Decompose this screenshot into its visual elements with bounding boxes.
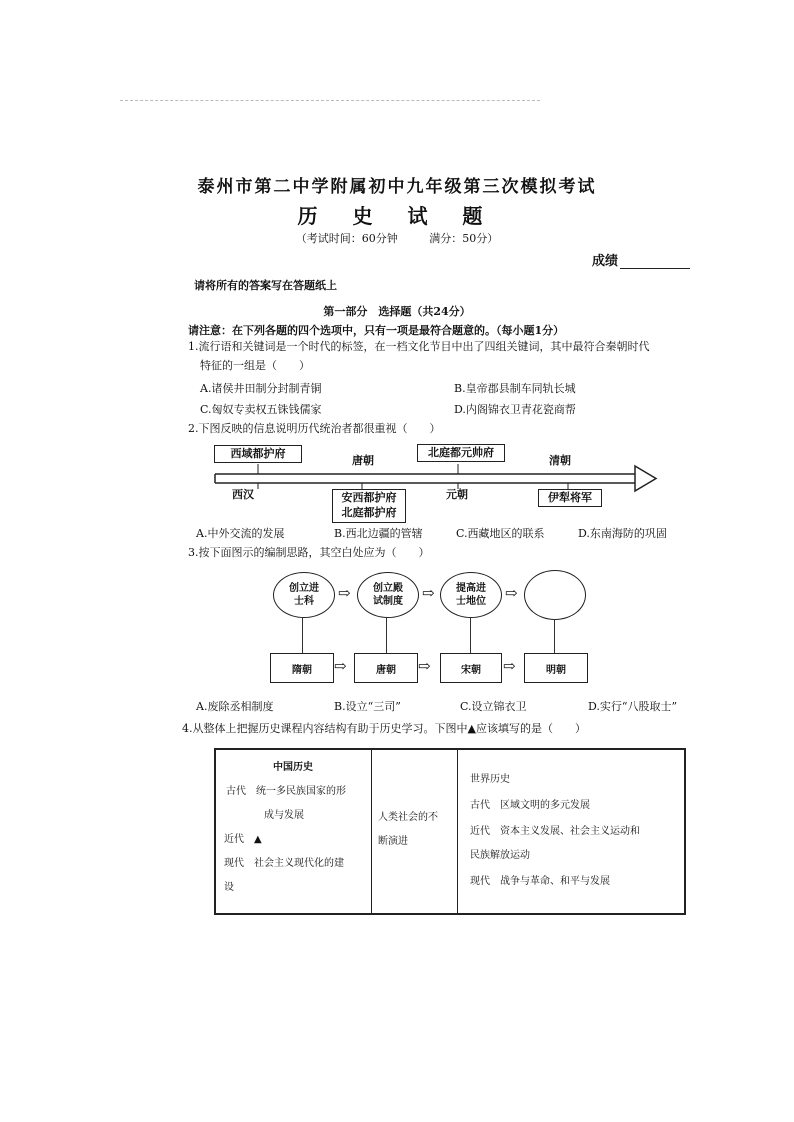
q3-arrow-right-icon: ⇨ <box>334 657 347 675</box>
q2-option-a[interactable]: A.中外交流的发展 <box>196 527 285 540</box>
part1-instruction: 请注意：在下列各题的四个选项中，只有一项是最符合题意的。（每小题1分） <box>188 324 565 337</box>
exam-subject: 历 史 试 题 <box>297 204 497 228</box>
q4-col-china <box>216 750 372 913</box>
timeline-label-tang: 唐朝 <box>352 454 374 467</box>
q4-china-heading: 中国历史 <box>273 762 313 773</box>
q4-china-contemporary: 现代 社会主义现代化的建 <box>224 858 344 869</box>
q1-option-b[interactable]: B.皇帝郡县制车同轨长城 <box>454 382 576 395</box>
q3-oval-3: 提高进 士地位 <box>440 572 502 618</box>
q4-world-contemporary: 现代 战争与革命、和平与发展 <box>470 876 610 887</box>
q2-option-c[interactable]: C.西藏地区的联系 <box>456 527 545 540</box>
q3-arrow-right-icon: ⇨ <box>338 584 351 602</box>
q3-arrow-right-icon: ⇨ <box>505 584 518 602</box>
q3-oval-blank[interactable] <box>524 570 586 620</box>
q3-stem: 3.按下面图示的编制思路，其空白处应为（ ） <box>188 546 430 559</box>
answer-note: 请将所有的答案写在答题纸上 <box>194 279 337 292</box>
q1-stem-line2: 特征的一组是（ ） <box>200 359 310 372</box>
q3-option-a[interactable]: A.废除丞相制度 <box>196 700 274 713</box>
top-scan-line <box>120 100 540 101</box>
exam-title: 泰州市第二中学附属初中九年级第三次模拟考试 <box>197 177 597 197</box>
q3-connector <box>302 617 303 653</box>
timeline-label-beiting-yuanshuai: 北庭都元帅府 <box>417 444 505 462</box>
score-label: 成绩 <box>592 254 619 269</box>
q2-stem: 2.下图反映的信息说明历代统治者都很重视（ ） <box>188 422 441 435</box>
timeline-label-yili: 伊犁将军 <box>538 489 602 507</box>
timeline-label-anxi: 安西都护府 <box>341 491 397 504</box>
q3-connector <box>386 617 387 653</box>
exam-info <box>0 230 794 246</box>
q4-col-world <box>457 750 684 913</box>
q3-dynasty-ming: 明朝 <box>524 653 588 683</box>
q1-option-a[interactable]: A.诸侯井田制分封制青铜 <box>200 382 322 395</box>
timeline-label-xihan: 西汉 <box>232 488 254 501</box>
q4-structure-table <box>214 748 686 915</box>
q3-oval-1: 创立进 士科 <box>273 572 335 618</box>
q3-connector <box>554 619 555 653</box>
q2-option-d[interactable]: D.东南海防的巩固 <box>578 527 667 540</box>
q4-china-ancient-cont: 成与发展 <box>264 810 304 821</box>
q3-dynasty-sui: 隋朝 <box>270 653 334 683</box>
exam-full-score: 满分：50分） <box>429 232 499 245</box>
q3-dynasty-song: 宋朝 <box>440 653 502 683</box>
q4-world-modern-cont: 民族解放运动 <box>470 850 530 861</box>
q4-china-ancient: 古代 统一多民族国家的形 <box>226 786 346 797</box>
q1-stem-line1: 1.流行语和关键词是一个时代的标签，在一档文化节目中出了四组关键词，其中最符合秦朝时代 <box>188 340 650 353</box>
q4-center-line2: 断演进 <box>378 836 408 847</box>
timeline-label-qing: 清朝 <box>549 454 571 467</box>
q3-arrow-right-icon: ⇨ <box>418 657 431 675</box>
q4-china-contemporary-cont: 设 <box>224 882 234 893</box>
q2-option-b[interactable]: B.西北边疆的管辖 <box>334 527 423 540</box>
score-blank[interactable] <box>620 256 690 269</box>
q4-world-modern: 近代 资本主义发展、社会主义运动和 <box>470 826 640 837</box>
q1-option-d[interactable]: D.内阁锦衣卫青花瓷商帮 <box>454 403 576 416</box>
timeline-label-yuan: 元朝 <box>446 488 468 501</box>
q3-connector <box>470 617 471 653</box>
q4-world-ancient: 古代 区域文明的多元发展 <box>470 800 590 811</box>
q4-china-modern-blank[interactable]: 近代 ▲ <box>224 834 262 845</box>
part1-title: 第一部分 选择题（共24分） <box>323 305 471 318</box>
q3-option-c[interactable]: C.设立锦衣卫 <box>460 700 527 713</box>
q4-world-heading: 世界历史 <box>470 774 510 785</box>
q3-oval-2: 创立殿 试制度 <box>357 572 419 618</box>
q4-center-line1: 人类社会的不 <box>378 812 438 823</box>
q3-arrow-right-icon: ⇨ <box>503 657 516 675</box>
score-field <box>592 250 690 269</box>
q4-col-center <box>371 750 458 913</box>
q4-stem: 4.从整体上把握历史课程内容结构有助于历史学习。下图中▲应该填写的是（ ） <box>182 722 586 735</box>
q3-dynasty-tang: 唐朝 <box>354 653 418 683</box>
q3-option-b[interactable]: B.设立“三司” <box>334 700 401 713</box>
exam-time: （考试时间：60分钟 <box>295 232 398 245</box>
timeline-label-beiting: 北庭都护府 <box>341 506 397 519</box>
q3-arrow-right-icon: ⇨ <box>422 584 435 602</box>
timeline-label-xiyu: 西域都护府 <box>214 445 302 463</box>
q3-option-d[interactable]: D.实行“八股取士” <box>588 700 678 713</box>
q1-option-c[interactable]: C.匈奴专卖权五铢钱儒家 <box>200 403 322 416</box>
timeline-label-anxi-beiting <box>332 489 406 523</box>
